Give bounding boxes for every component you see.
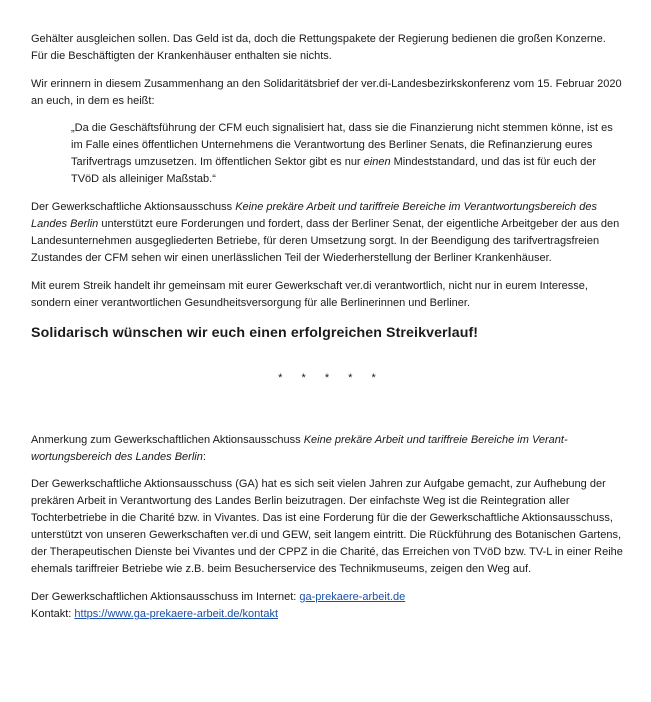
closing-headline: Solidarisch wünschen wir euch einen erfolgreichen Streikverlauf! (31, 325, 479, 341)
p3-committee-name: Keine prekäre Arbeit und tariffreie Bereiche im Verantwortungsbereich des Landes Berlin (31, 201, 597, 230)
internet-line (31, 589, 623, 606)
quote-text-b: Mindeststandard, und das ist für euch der TVöD als alleiniger Maßstab.“ (71, 156, 597, 185)
note-committee-name: Keine prekäre Arbeit und tariffreie Bereiche im Verant-wortungsbereich des Landes Berlin (31, 434, 568, 463)
p3-text-b: unterstützt eure Forderungen und fordert, dass der Berliner Senat, der eigentliche Arbeitgeber der aus den Landesunternehmen ausgegliederten Betriebe, für deren Umsetzung sorgt. In der Beendigung des tarifvertragsfreien Zustandes der CFM sehen wir einen unerlässlichen Teil der Wiederherstellung der Berliner Krankenhäuser. (31, 218, 620, 264)
quote-block (71, 120, 623, 188)
paragraph-ga-description: Der Gewerkschaftliche Aktionsausschuss (GA) hat es sich seit vielen Jahren zur Aufgabe gemacht, zur Aufhebung der prekären Arbeit in Verantwortung des Landes Berlin beizutragen. Der einfachste Weg ist die Reintegration aller Tochterbetriebe in die Charité bzw. in Vivantes. Das ist eine Forderung für die der Gewerkschaftliche Aktionsausschuss, unterstützt von unseren Gewerkschaften ver.di und GEW, seit langem eintritt. Die Rückführung des Botanischen Gartens, der Therapeutischen Dienste bei Vivantes und der CPPZ in die Charité, das Erreichen von TVöD bzw. TV-L in einer Reihe ehemals tariffreier Betriebe wie z.B. beim Besucherservice des Technikmuseums, zeigen den Weg auf. (31, 478, 623, 575)
paragraph-strike: Mit eurem Streik handelt ihr gemeinsam mit eurer Gewerkschaft ver.di verantwortlich, nicht nur in eurem Interesse, sondern einer verantwortlichen Gesundheitsversorgung für alle Berlinerinnen und Berliner. (31, 280, 588, 309)
paragraph-salaries: Gehälter ausgleichen sollen. Das Geld ist da, doch die Rettungspakete der Regierung bedienen die großen Konzerne. Für die Beschäftigten der Krankenhäuser enthalten sie nichts. (31, 33, 606, 62)
quote-emphasis: einen (363, 156, 391, 168)
internet-label: Der Gewerkschaftlichen Aktionsausschuss im Internet: (31, 591, 300, 603)
contact-link[interactable]: https://www.ga-prekaere-arbeit.de/kontakt (74, 608, 279, 620)
internet-link[interactable]: ga-prekaere-arbeit.de (299, 591, 406, 603)
paragraph-action-committee (31, 199, 623, 267)
contact-label: Kontakt: (31, 608, 75, 620)
p3-text-a: Der Gewerkschaftliche Aktionsausschuss (31, 201, 236, 213)
note-heading (31, 432, 623, 466)
note-text-b: : (202, 451, 206, 463)
contact-line (31, 606, 623, 623)
separator-stars: * * * * * (278, 372, 384, 384)
quote-text-a: „Da die Geschäftsführung der CFM euch signalisiert hat, dass sie die Finanzierung nicht stemmen könne, ist es im Falle eines öffentlichen Unternehmens die Verantwortung des Berliner Senats, die Refinanzierung eures Tarifvertrags umzusetzen. Im öffentlichen Sektor gibt es nur (71, 122, 613, 168)
note-text-a: Anmerkung zum Gewerkschaftlichen Aktionsausschuss (31, 434, 304, 446)
paragraph-solidarity-letter: Wir erinnern in diesem Zusammenhang an den Solidaritätsbrief der ver.di-Landesbezirkskonferenz vom 15. Februar 2020 an euch, in dem es heißt: (31, 78, 622, 107)
document-page (31, 31, 623, 623)
